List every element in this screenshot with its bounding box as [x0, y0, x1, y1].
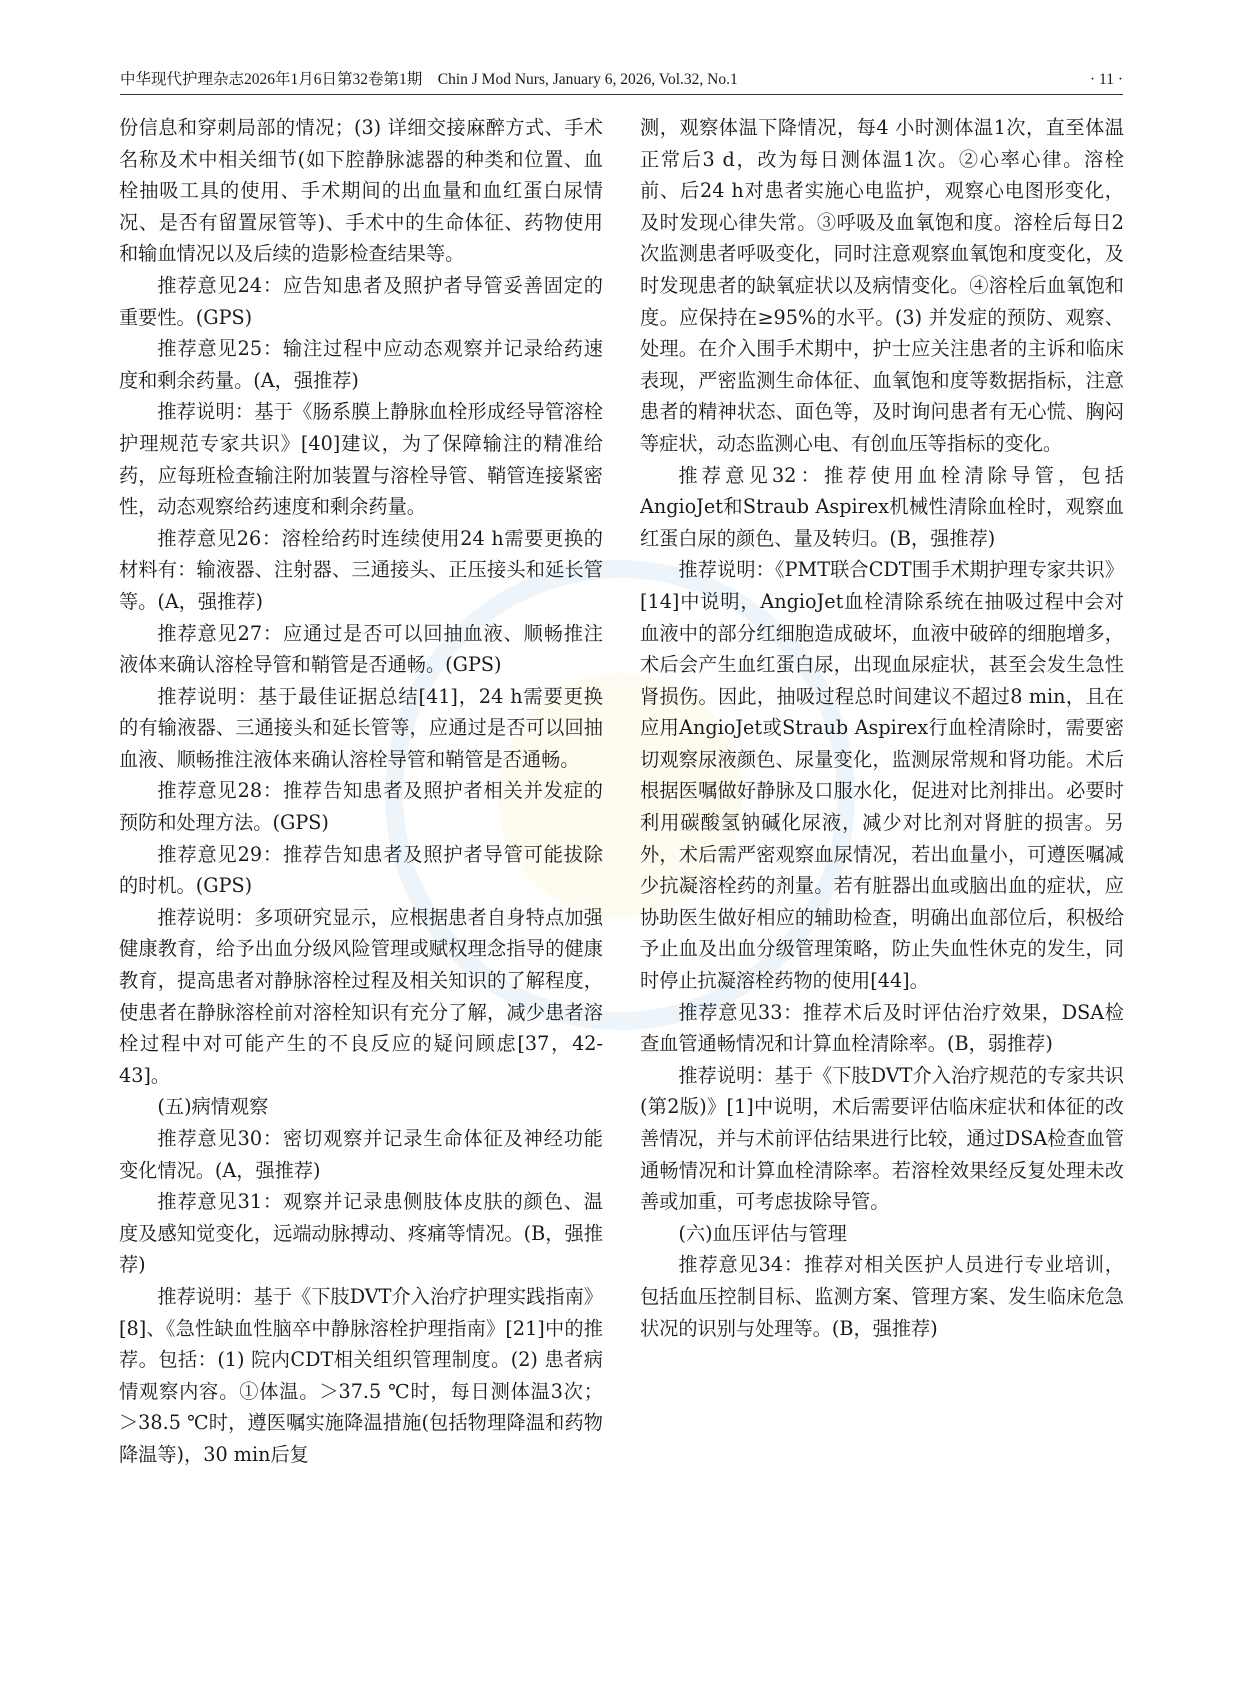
paragraph: 推荐意见29：推荐告知患者及照护者导管可能拔除的时机。(GPS): [119, 842, 603, 898]
journal-citation: 中华现代护理杂志2026年1月6日第32卷第1期 Chin J Mod Nurs, January 6, 2026, Vol.32, No.1: [120, 71, 738, 88]
right-column: [640, 112, 1124, 1344]
paragraph: 测，观察体温下降情况，每4 小时测体温1次，直至体温正常后3 d，改为每日测体温1次。②心率心律。溶栓前、后24 h对患者实施心电监护，观察心电图形变化，及时发现心律失常。③呼吸及血氧饱和度。溶栓后每日2次监测患者呼吸变化，同时注意观察血氧饱和度变化，及时发现患者的缺氧症状以及病情变化。④溶栓后血氧饱和度。应保持在≥95%的水平。(3) 并发症的预防、观察、处理。在介入围手术期中，护士应关注患者的主诉和临床表现，严密监测生命体征、血氧饱和度等数据指标，注意患者的精神状态、面色等，及时询问患者有无心慌、胸闷等症状，动态监测心电、有创血压等指标的变化。: [640, 116, 1124, 455]
section-heading: (五)病情观察: [157, 1095, 269, 1119]
paragraph: 推荐意见30：密切观察并记录生命体征及神经功能变化情况。(A，强推荐): [119, 1127, 603, 1182]
left-column: [119, 112, 603, 1471]
paragraph: 推荐意见31：观察并记录患侧肢体皮肤的颜色、温度及感知觉变化，远端动脉搏动、疼痛等情况。(B，强推荐): [119, 1190, 603, 1277]
paragraph: 推荐说明：《PMT联合CDT围手术期护理专家共识》[14]中说明，AngioJet血栓清除系统在抽吸过程中会对血液中的部分红细胞造成破坏，血液中破碎的细胞增多，术后会产生血红蛋白尿，出现血尿症状，甚至会发生急性肾损伤。因此，抽吸过程总时间建议不超过8 min，且在应用AngioJet或Straub Aspirex行血栓清除时，需要密切观察尿液颜色、尿量变化，监测尿常规和肾功能。术后根据医嘱做好静脉及口服水化，促进对比剂排出。必要时利用碳酸氢钠碱化尿液，减少对比剂对肾脏的损害。另外，术后需严密观察血尿情况，若出血量小，可遵医嘱减少抗凝溶栓药的剂量。若有脏器出血或脑出血的症状，应协助医生做好相应的辅助检查，明确出血部位后，积极给予止血及出血分级管理策略，防止失血性休克的发生，同时停止抗凝溶栓药物的使用[44]。: [640, 558, 1124, 993]
paragraph: 推荐说明：基于最佳证据总结[41]，24 h需要更换的有输液器、三通接头和延长管等，应通过是否可以回抽血液、顺畅推注液体来确认溶栓导管和鞘管是否通畅。: [119, 684, 603, 771]
paragraph: 推荐意见26：溶栓给药时连续使用24 h需要更换的材料有：输液器、注射器、三通接头、正压接头和延长管等。(A，强推荐): [119, 526, 603, 613]
paragraph: 推荐意见25：输注过程中应动态观察并记录给药速度和剩余药量。(A，强推荐): [119, 337, 603, 392]
paragraph: 推荐说明：基于《肠系膜上静脉血栓形成经导管溶栓护理规范专家共识》[40]建议，为了保障输注的精准给药，应每班检查输注附加装置与溶栓导管、鞘管连接紧密性，动态观察给药速度和剩余药量。: [119, 400, 603, 519]
paragraph: 推荐意见34：推荐对相关医护人员进行专业培训，包括血压控制目标、监测方案、管理方案、发生临床危急状况的识别与处理等。(B，强推荐): [640, 1253, 1124, 1340]
paragraph: 份信息和穿刺局部的情况；(3) 详细交接麻醉方式、手术名称及术中相关细节(如下腔静脉滤器的种类和位置、血栓抽吸工具的使用、手术期间的出血量和血红蛋白尿情况、是否有留置尿管等)、手术中的生命体征、药物使用和输血情况以及后续的造影检查结果等。: [119, 116, 603, 266]
paragraph: 推荐说明：基于《下肢DVT介入治疗规范的专家共识(第2版)》[1]中说明，术后需要评估临床症状和体征的改善情况，并与术前评估结果进行比较，通过DSA检查血管通畅情况和计算血栓清除率。若溶栓效果经反复处理未改善或加重，可考虑拔除导管。: [640, 1063, 1124, 1214]
paragraph: 推荐意见32：推荐使用血栓清除导管，包括AngioJet和Straub Aspirex机械性清除血栓时，观察血红蛋白尿的颜色、量及转归。(B，强推荐): [640, 463, 1124, 550]
page-number: · 11 ·: [1090, 71, 1123, 88]
paragraph: 推荐说明：多项研究显示，应根据患者自身特点加强健康教育，给予出血分级风险管理或赋权理念指导的健康教育，提高患者对静脉溶栓过程及相关知识的了解程度，使患者在静脉溶栓前对溶栓知识有充分了解，减少患者溶栓过程中对可能产生的不良反应的疑问顾虑[37，42-43]。: [119, 905, 603, 1087]
paragraph: 推荐意见28：推荐告知患者及照护者相关并发症的预防和处理方法。(GPS): [119, 779, 603, 835]
paragraph: 推荐意见33：推荐术后及时评估治疗效果，DSA检查血管通畅情况和计算血栓清除率。(B，弱推荐): [640, 1000, 1124, 1056]
paragraph: 推荐意见24：应告知患者及照护者导管妥善固定的重要性。(GPS): [119, 273, 603, 329]
paragraph: 推荐意见27：应通过是否可以回抽血液、顺畅推注液体来确认溶栓导管和鞘管是否通畅。(GPS): [119, 621, 603, 677]
section-heading: (六)血压评估与管理: [678, 1221, 847, 1245]
paragraph: 推荐说明：基于《下肢DVT介入治疗护理实践指南》[8]、《急性缺血性脑卒中静脉溶栓护理指南》[21]中的推荐。包括：(1) 院内CDT相关组织管理制度。(2) 患者病情观察内容。①体温。＞37.5 ℃时，每日测体温3次；＞38.5 ℃时，遵医嘱实施降温措施(包括物理降温和药物降温等)，30 min后复: [119, 1284, 603, 1466]
running-header: [120, 68, 1123, 95]
